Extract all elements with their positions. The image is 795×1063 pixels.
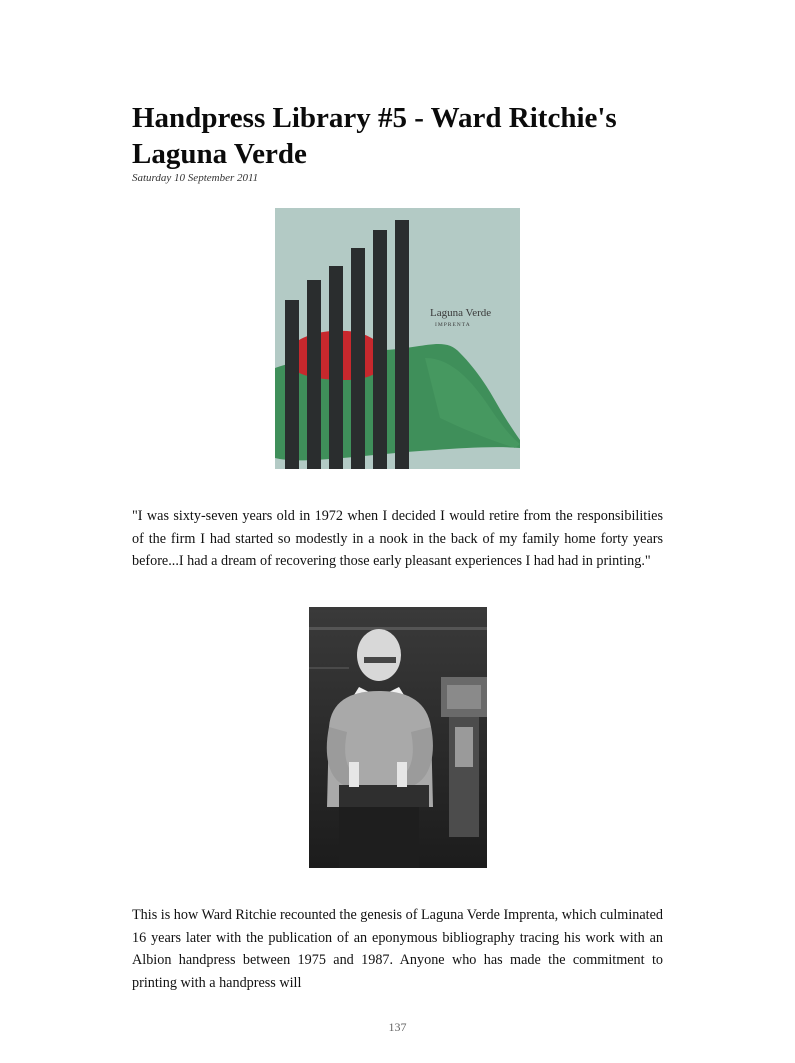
cover-title: Laguna Verde [430,307,492,319]
cover-subtitle: IMPRENTA [435,322,471,328]
body-paragraph: This is how Ward Ritchie recounted the genesis of Laguna Verde Imprenta, which culminated 16 years later with the publication of an eponymous bibliography tracing his work with an Albion handpress between 1975 and 1987. Anyone who has made the commitment to printing with a handpress will [132,907,663,991]
page-title: Handpress Library #5 - Ward Ritchie's Laguna Verde [132,102,617,170]
ward-ritchie-photo [309,607,487,868]
page-number: 137 [388,1020,407,1034]
laguna-verde-cover-image [275,208,520,469]
quote-paragraph: "I was sixty-seven years old in 1972 when I decided I would retire from the responsibilities of the firm I had started so modestly in a nook in the back of my family home forty years before...I had a dream of recovering those early pleasant experiences I had had in printing." [132,508,663,569]
post-date: Saturday 10 September 2011 [132,172,259,184]
